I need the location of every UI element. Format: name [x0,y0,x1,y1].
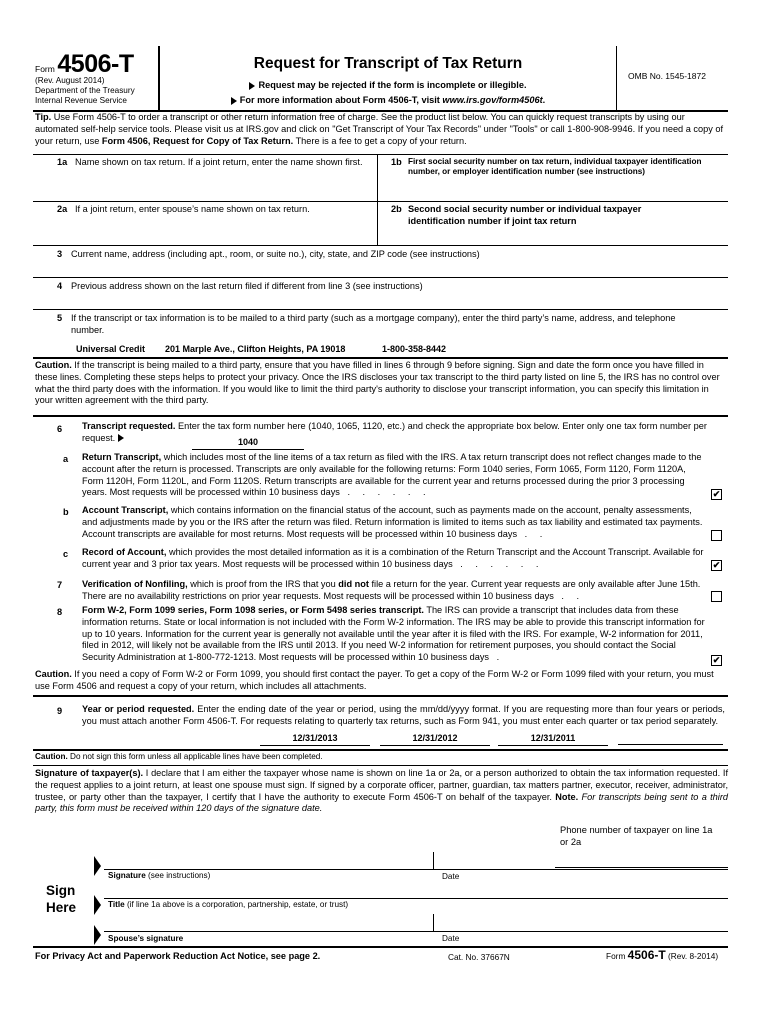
tax-form-number-field[interactable]: 1040 [192,437,304,450]
previous-address-field[interactable] [35,294,725,308]
date-caption-2: Date [442,934,460,943]
line-5-label: If the transcript or tax information is to be mailed to a third party (such as a mortgage company), enter the third party’s name, address, and telephone number. [71,313,676,335]
third-party-name-value[interactable]: Universal Credit [76,344,146,354]
line-4-label: Previous address shown on the last return filed if different from line 3 (see instructions) [71,281,423,291]
record-of-account-checkbox[interactable]: ✔ [712,560,721,570]
spouse-signature-caption: Spouse’s signature [108,934,184,943]
year-3-field[interactable]: 12/31/2011 [498,733,608,746]
third-party-phone-value[interactable]: 1-800-358-8442 [382,344,447,354]
line-6-number: 6 [57,424,63,434]
department-name: Department of the Treasury [35,85,135,95]
line-7-number: 7 [57,580,63,590]
line-8-number: 8 [57,607,63,617]
year-1-field[interactable]: 12/31/2013 [260,733,370,746]
footer-form-id: Form 4506-T (Rev. 8-2014) [606,948,719,962]
line-6b-letter: b [63,507,69,517]
line-7-text: Verification of Nonfiling, which is proof from the IRS that you did not file a return for the year. Current year requests are only available after June 15th. There are no availability restrictions on prior year requests. Most requests will be processed within 10 business days . . [82,579,701,601]
caution-signing: Caution. Do not sign this form unless all applicable lines have been completed. [35,752,323,761]
phone-number-label: Phone number of taxpayer on line 1a or 2a [560,825,713,847]
sign-arrow-icon [94,856,101,876]
sign-arrow-icon [94,895,101,915]
revision-date: (Rev. August 2014) [35,76,105,85]
line-6c-text: Record of Account, which provides the most detailed information as it is a combination of the Return Transcript and the Account Transcript. Available for current year and 3 prior tax years. Most requests will be processed within 10 business days . . . . . . [82,547,704,569]
line-6a-letter: a [63,454,69,464]
line-1a-number: 1a [57,157,68,167]
taxpayer-phone-field[interactable] [555,850,725,866]
line-2b-number: 2b [391,204,402,214]
line-2a-number: 2a [57,204,68,214]
line-4-number: 4 [57,281,63,291]
return-transcript-checkbox[interactable]: ✔ [712,489,721,499]
line-9-number: 9 [57,706,63,716]
third-party-address-value[interactable]: 201 Marple Ave., Clifton Heights, PA 19018 [165,344,346,354]
sign-arrow-icon [94,925,101,945]
title-field[interactable] [108,883,723,897]
line-6a-text: Return Transcript, which includes most of the line items of a tax return as filed with the IRS. A tax return transcript does not reflect changes made to the account after the return is processed. Transcripts are only available for the following returns: Form 1040 series, Form 1065, Form 1120, Form 1120A, Form 1120H, Form 1120L, and Form 1120S. Return transcripts are available for the current year and returns processed during the prior 3 processing years. Most requests will be processed within 10 business days . . . . . . [82,452,702,498]
form-number: 4506-T [57,50,134,78]
catalog-number: Cat. No. 37667N [448,952,510,962]
line-1a-label: Name shown on tax return. If a joint return, enter the name shown first. [75,157,363,167]
form-subtitle-1: Request may be rejected if the form is incomplete or illegible. [160,80,616,92]
line-3-number: 3 [57,249,63,259]
form-subtitle-2: For more information about Form 4506-T, visit www.irs.gov/form4506t. [160,95,616,107]
form-word: Form [35,64,55,74]
year-2-field[interactable]: 12/31/2012 [380,733,490,746]
nonfiling-checkbox[interactable] [711,591,722,602]
first-ssn-field[interactable] [380,180,725,200]
spouse-signature-field[interactable] [108,914,433,930]
caution-w2: Caution. If you need a copy of Form W-2 or Form 1099, you should first contact the payer. To get a copy of the Form W-2 or Form 1099 filed with your return, you must use Form 4506 and request a copy of your return, which includes all attachments. [35,669,714,691]
tip-paragraph: Tip. Use Form 4506-T to order a transcript or other return information free of charge. See the product list below. You can quickly request transcripts by using our automated self-help service tools. Please visit us at IRS.gov and click on "Get Transcript of Your Tax Records" under "Tools" or call 1-800-908-9946. If you need a copy of your return, use Form 4506, Request for Copy of Tax Return. There is a fee to get a copy of your return. [35,112,724,146]
name-on-return-field[interactable] [35,180,377,200]
omb-number: OMB No. 1545-1872 [628,71,706,81]
caution-third-party: Caution. If the transcript is being mailed to a third party, ensure that you have filled in lines 6 through 9 before signing. Sign and date the form once you have filled in these lines. Completing these steps helps to protect your privacy. Once the IRS discloses your tax transcript to the third party listed on line 5, the IRS has no control over what the third party does with the information. If you would like to limit the third party's authority to disclose your transcript information, you can specify this limitation in your written agreement with the third party. [35,360,720,406]
privacy-notice: For Privacy Act and Paperwork Reduction Act Notice, see page 2. [35,951,321,961]
form-title: Request for Transcript of Tax Return [253,55,523,72]
irs-url-link[interactable]: www.irs.gov/form4506t [442,95,543,105]
account-transcript-checkbox[interactable] [711,530,722,541]
line-1b-label: First social security number on tax return, individual taxpayer identification number, or employer identification number (see instructions) [408,157,702,176]
second-ssn-field[interactable] [380,226,725,244]
line-8-text: Form W-2, Form 1099 series, Form 1098 series, or Form 5498 series transcript. The IRS can provide a transcript that includes data from these information returns. State or local information is not included with the Form W-2 information. The IRS may be able to provide this transcript information for up to 10 years. Information for the current year is generally not available until the year after it is filed with the IRS. For example, W-2 information for 2011, filed in 2012, will likely not be available from the IRS until 2013. If you need W-2 information for retirement purposes, you should contact the Social Security Administration at 1-800-772-1213. Most requests will be processed within 10 business days . [82,605,705,663]
year-4-field[interactable] [618,733,723,745]
sign-here-label: Sign Here [46,883,77,915]
line-2b-label: Second social security number or individual taxpayer identification number if joint tax return [408,204,642,226]
spouse-date-field[interactable] [436,914,721,930]
form-revision-block [35,76,155,106]
line-5-number: 5 [57,313,63,323]
line-1b-number: 1b [391,157,402,167]
signature-declaration: Signature of taxpayer(s). I declare that I am either the taxpayer whose name is shown on line 1a or 2a, or a person authorized to obtain the tax information requested. If the request applies to a joint return, at least one spouse must sign. If signed by a corporate officer, partner, guardian, tax matters partner, executor, receiver, administrator, trustee, or party other than the taxpayer, I certify that I have the authority to execute Form 4506-T on behalf of the taxpayer. Note. For transcripts being sent to a third party, this form must be received within 120 days of the signature date. [35,768,729,814]
taxpayer-signature-field[interactable] [108,850,433,868]
line-6-label: Transcript requested. Enter the tax form number here (1040, 1065, 1120, etc.) and check the appropriate box below. Enter only one tax form number per request. [82,421,707,443]
signature-caption: Signature (see instructions) [108,871,211,880]
agency-name: Internal Revenue Service [35,95,127,105]
taxpayer-date-field[interactable] [436,850,551,868]
current-address-field[interactable] [35,262,725,276]
title-caption: Title (if line 1a above is a corporation, partnership, estate, or trust) [108,900,349,909]
w2-transcript-checkbox[interactable]: ✔ [712,655,721,665]
line-3-label: Current name, address (including apt., room, or suite no.), city, state, and ZIP code (see instructions) [71,249,480,259]
line-2a-label: If a joint return, enter spouse’s name shown on tax return. [75,204,310,214]
line-6b-text: Account Transcript, which contains information on the financial status of the account, such as payments made on the account, penalty assessments, and adjustments made by you or the IRS after the return was filed. Return information is limited to items such as tax liability and estimated tax payments. Account transcripts are available for most returns. Most requests will be processed within 10 business days . . [82,505,703,539]
date-caption-1: Date [442,872,460,881]
spouse-name-field[interactable] [35,220,377,240]
line-6c-letter: c [63,549,69,559]
line-9-text: Year or period requested. Enter the ending date of the year or period, using the mm/dd/yyyy format. If you are requesting more than four years or periods, you must attach another Form 4506-T. For requests relating to quarterly tax returns, such as Form 941, you must enter each quarter or tax period separately. [82,704,725,726]
